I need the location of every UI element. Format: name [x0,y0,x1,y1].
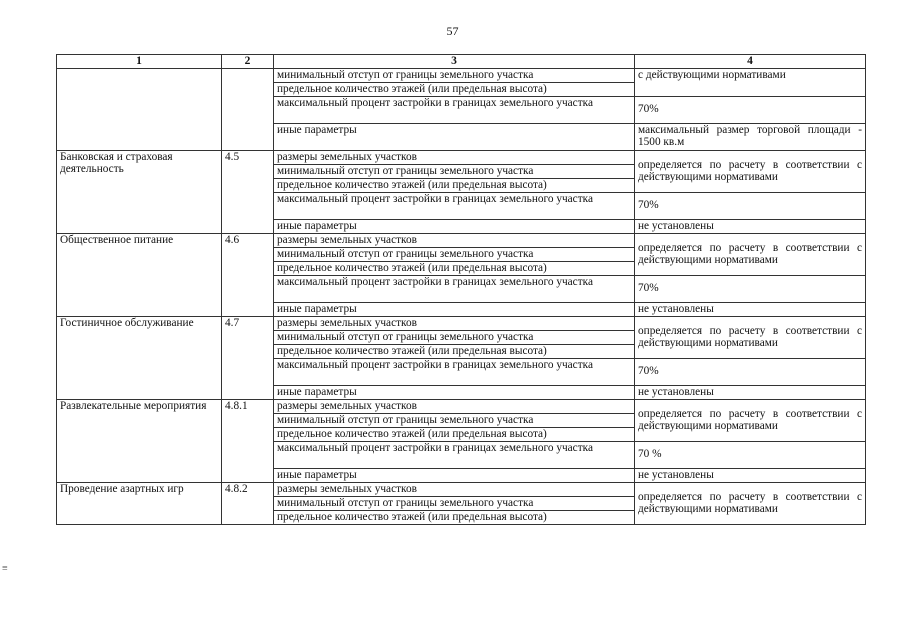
param-cell: максимальный процент застройки в границах земельного участка [274,192,635,219]
header-col-3: 3 [274,55,635,69]
use-code-cell: 4.6 [222,233,274,316]
param-cell: минимальный отступ от границы земельного участка [274,247,635,261]
table-row [57,482,866,496]
use-name-cell: Проведение азартных игр [57,482,222,524]
value-cell: с действующими нормативами [635,68,866,96]
table-row [57,316,866,330]
value-cell: определяется по расчету в соответствии с действующими нормативами [635,150,866,192]
cont-code-cell [222,68,274,150]
header-col-1: 1 [57,55,222,69]
use-name-cell: Гостиничное обслуживание [57,316,222,399]
param-cell: иные параметры [274,219,635,233]
table-header-row [57,55,866,69]
param-cell: иные параметры [274,123,635,150]
cont-name-cell [57,68,222,150]
param-cell: предельное количество этажей (или предельная высота) [274,344,635,358]
value-cell: не установлены [635,468,866,482]
table-row [57,233,866,247]
param-cell: размеры земельных участков [274,150,635,164]
value-cell: 70% [635,358,866,385]
use-name-cell: Банковская и страховая деятельность [57,150,222,233]
value-cell: не установлены [635,219,866,233]
param-cell: размеры земельных участков [274,482,635,496]
table-row [57,150,866,164]
param-cell: минимальный отступ от границы земельного участка [274,413,635,427]
param-cell: максимальный процент застройки в границах земельного участка [274,441,635,468]
use-code-cell: 4.5 [222,150,274,233]
param-cell: максимальный процент застройки в границах земельного участка [274,358,635,385]
use-name-cell: Общественное питание [57,233,222,316]
value-cell: 70% [635,96,866,123]
param-cell: предельное количество этажей (или предельная высота) [274,427,635,441]
param-cell: минимальный отступ от границы земельного участка [274,330,635,344]
param-cell: иные параметры [274,302,635,316]
value-cell: 70% [635,192,866,219]
use-code-cell: 4.8.1 [222,399,274,482]
param-cell: минимальный отступ от границы земельного участка [274,496,635,510]
param-cell: размеры земельных участков [274,233,635,247]
param-cell: предельное количество этажей (или предельная высота) [274,510,635,524]
param-cell: максимальный процент застройки в границах земельного участка [274,96,635,123]
value-cell: определяется по расчету в соответствии с действующими нормативами [635,482,866,524]
param-cell: максимальный процент застройки в границах земельного участка [274,275,635,302]
param-cell: иные параметры [274,468,635,482]
param-cell: размеры земельных участков [274,316,635,330]
table-row [57,399,866,413]
header-col-4: 4 [635,55,866,69]
param-cell: размеры земельных участков [274,399,635,413]
param-cell: минимальный отступ от границы земельного участка [274,68,635,82]
value-cell: определяется по расчету в соответствии с действующими нормативами [635,316,866,358]
value-cell: определяется по расчету в соответствии с действующими нормативами [635,233,866,275]
use-name-cell: Развлекательные мероприятия [57,399,222,482]
value-cell: не установлены [635,385,866,399]
value-cell: определяется по расчету в соответствии с действующими нормативами [635,399,866,441]
value-cell: максимальный размер торговой площади - 1500 кв.м [635,123,866,150]
value-cell: 70 % [635,441,866,468]
use-code-cell: 4.8.2 [222,482,274,524]
page-number: 57 [446,24,459,38]
parameters-table [56,54,866,525]
param-cell: минимальный отступ от границы земельного участка [274,164,635,178]
margin-mark: ≡ [2,563,8,574]
table-row [57,68,866,82]
value-cell: 70% [635,275,866,302]
header-col-2: 2 [222,55,274,69]
param-cell: предельное количество этажей (или предельная высота) [274,261,635,275]
param-cell: предельное количество этажей (или предельная высота) [274,178,635,192]
value-cell: не установлены [635,302,866,316]
param-cell: иные параметры [274,385,635,399]
param-cell: предельное количество этажей (или предельная высота) [274,82,635,96]
use-code-cell: 4.7 [222,316,274,399]
